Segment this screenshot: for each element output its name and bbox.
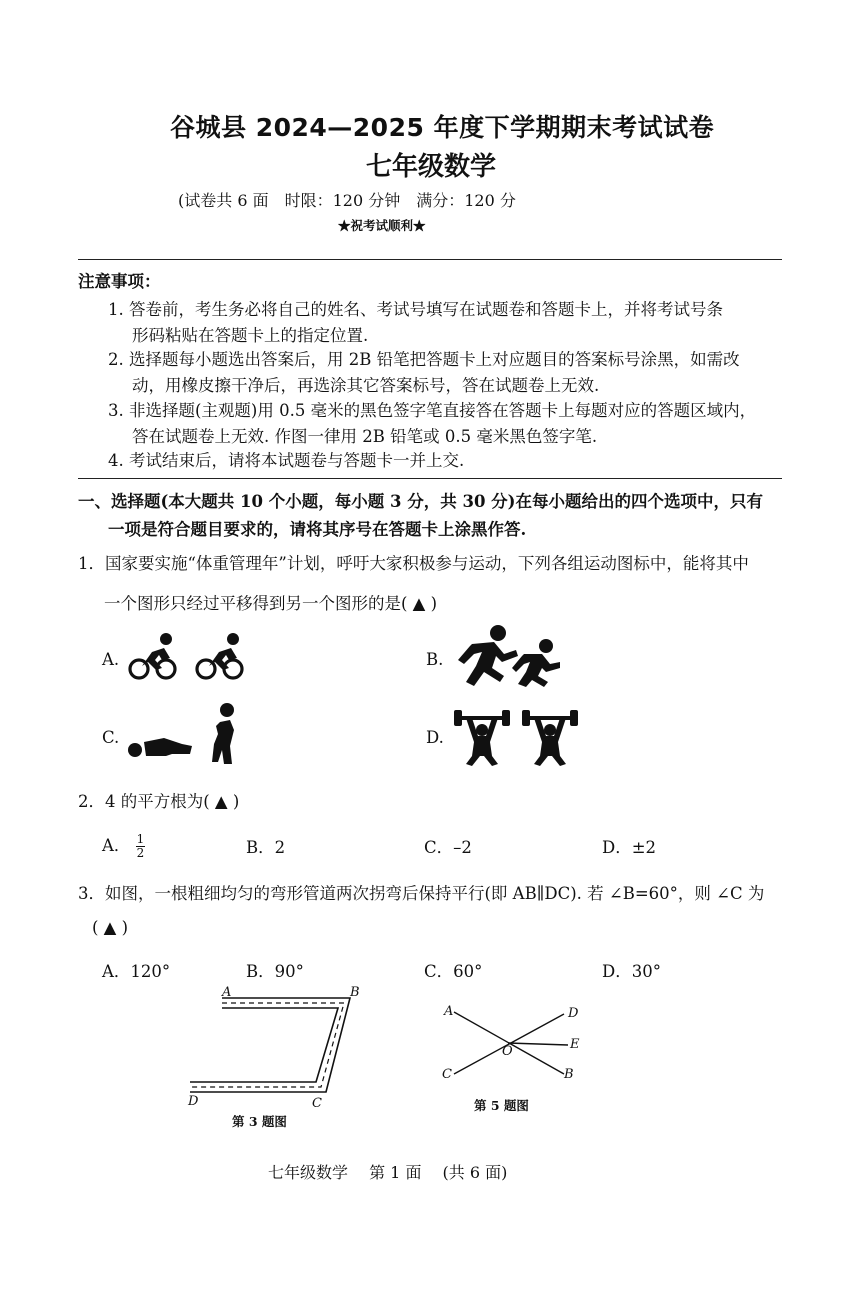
q2-stem: 2．4 的平方根为( ▲ ) [78,792,240,811]
weightlifting-icon [452,704,584,766]
q3-stem-line2: ( ▲ ) [92,918,129,937]
notice-item-1-line2: 形码粘贴在答题卡上的指定位置. [132,326,369,345]
section1-heading-line2: 一项是符合题目要求的，请将其序号在答题卡上涂黑作答. [108,520,527,539]
q1-stem-line1: 1．国家要实施“体重管理年”计划，呼吁大家积极参与运动，下列各组运动图标中，能将其中 [78,554,749,573]
q1-stem-line2: 一个图形只经过平移得到另一个图形的是( ▲ ) [104,594,438,613]
notice-item-3-line2: 答在试题卷上无效. 作图一律用 2B 铅笔或 0.5 毫米黑色签字笔. [132,427,598,446]
fig5-label-a: A [444,1004,454,1019]
fig5-label-o: O [502,1044,513,1059]
q1-option-a-label: A. [102,650,120,669]
q2-fraction-denominator: 2 [136,846,145,860]
fig3-label-c: C [312,1096,322,1111]
running-icon [452,624,564,688]
page-footer: 七年级数学 第 1 面 (共 6 面) [268,1163,508,1182]
q1-option-d-label: D. [426,728,444,747]
q1-option-b-label: B. [426,650,444,669]
cycling-icon [126,630,256,680]
q2-option-c: C．–2 [424,838,472,857]
notice-item-2-line1: 2. 选择题每小题选出答案后，用 2B 铅笔把答题卡上对应题目的答案标号涂黑，如需改 [108,350,740,369]
q2-option-a [102,832,145,860]
q3-option-b: B．90° [246,962,304,981]
fallen-person-icon [126,700,246,766]
fig3-caption: 第 3 题图 [232,1114,287,1129]
fig3-label-b: B [350,985,360,1000]
notice-heading: 注意事项： [78,272,161,291]
figure-3-pipe-diagram [184,984,374,1114]
section1-heading-line1: 一、选择题(本大题共 10 个小题，每小题 3 分，共 30 分)在每小题给出的四个选项中，只有 [78,492,763,511]
exam-title: 谷城县 2024—2025 年度下学期期末考试试卷 [170,113,715,142]
fig5-label-e: E [570,1037,580,1052]
fig3-label-d: D [188,1094,199,1109]
notice-item-1-line1: 1. 答卷前，考生务必将自己的姓名、考试号填写在试题卷和答题卡上，并将考试号条 [108,300,723,319]
fig3-label-a: A [222,985,232,1000]
exam-subtitle: 七年级数学 [366,152,497,182]
q2-option-a-label: A． [102,836,131,855]
q3-stem-line1: 3．如图，一根粗细均匀的弯形管道两次拐弯后保持平行(即 AB∥DC). 若 ∠B=60°，则 ∠C 为 [78,884,765,903]
fig5-label-d: D [568,1006,579,1021]
q1-option-c-label: C. [102,728,120,747]
fig5-caption: 第 5 题图 [474,1098,529,1113]
q3-option-c: C．60° [424,962,483,981]
exam-wish: ★祝考试顺利★ [338,218,426,233]
q3-option-a: A．120° [102,962,171,981]
fig5-label-c: C [442,1067,452,1082]
q3-option-d: D．30° [602,962,661,981]
fig5-label-b: B [564,1067,574,1082]
notice-item-3-line1: 3. 非选择题(主观题)用 0.5 毫米的黑色签字笔直接答在答题卡上每题对应的答题区域内， [108,401,757,420]
divider-top [78,259,782,260]
divider-bottom [78,478,782,479]
notice-item-4-line1: 4. 考试结束后，请将本试题卷与答题卡一并上交. [108,451,465,470]
q2-option-b: B．2 [246,838,286,857]
exam-meta: (试卷共 6 面 时限：120 分钟 满分：120 分 [178,191,516,210]
notice-item-2-line2: 动，用橡皮擦干净后，再选涂其它答案标号，答在试题卷上无效. [132,376,600,395]
q2-option-d: D．±2 [602,838,657,857]
q2-option-a-fraction [136,833,146,860]
q2-fraction-numerator: 1 [136,832,145,846]
